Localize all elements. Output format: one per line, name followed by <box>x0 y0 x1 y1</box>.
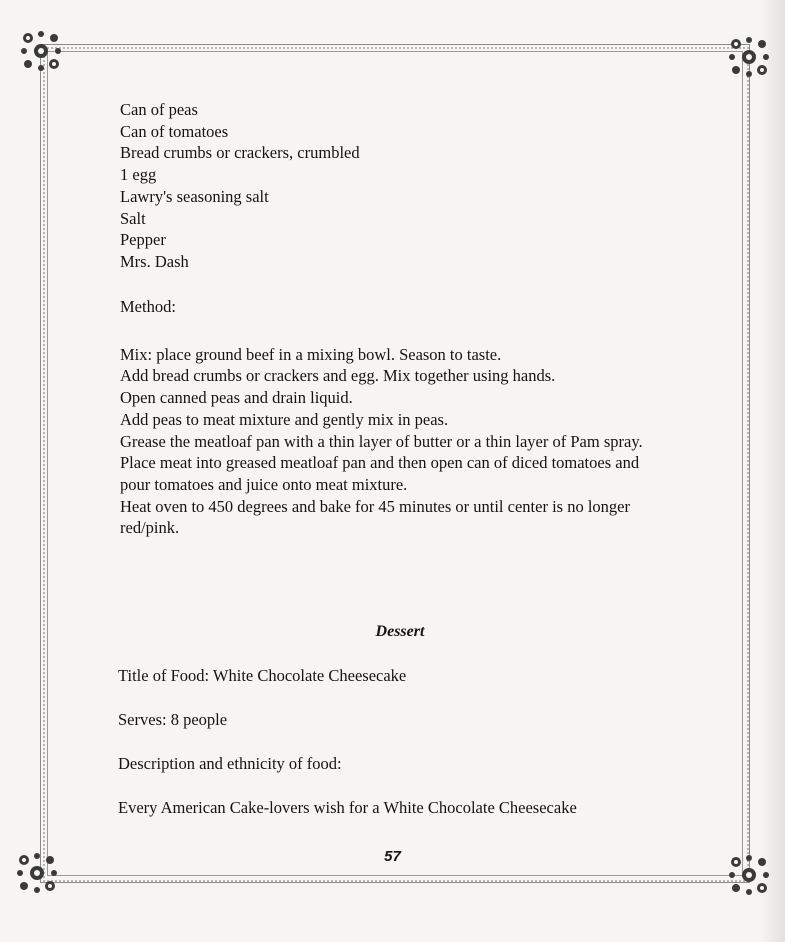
ingredient-line: Salt <box>120 208 146 228</box>
method-label: Method: <box>120 297 176 317</box>
ingredient-line: Pepper <box>120 230 166 250</box>
method-line: Mix: place ground beef in a mixing bowl. Season to taste. <box>120 344 502 364</box>
method-line: red/pink. <box>120 518 180 538</box>
method-line: Add peas to meat mixture and gently mix in peas. <box>120 409 449 429</box>
ingredient-line: Can of tomatoes <box>120 121 229 141</box>
description-label: Description and ethnicity of food: <box>118 754 342 773</box>
method-line: Grease the meatloaf pan with a thin layer of butter or a thin layer of Pam spray. <box>120 431 643 451</box>
page-number: 57 <box>384 848 401 865</box>
ingredient-line: 1 egg <box>120 165 157 185</box>
method-line: Open canned peas and drain liquid. <box>120 388 353 408</box>
ingredient-line: Mrs. Dash <box>120 251 189 271</box>
corner-ornament-icon <box>14 24 68 78</box>
serves-line: Serves: 8 people <box>118 710 228 729</box>
method-steps <box>120 344 720 539</box>
ingredient-list <box>120 99 720 273</box>
ingredient-line: Bread crumbs or crackers, crumbled <box>120 143 360 163</box>
description-text: Every American Cake-lovers wish for a White Chocolate Cheesecake <box>118 798 577 817</box>
food-title-line: Title of Food: White Chocolate Cheesecake <box>118 666 407 685</box>
method-line: Add bread crumbs or crackers and egg. Mix together using hands. <box>120 366 556 386</box>
method-line: pour tomatoes and juice onto meat mixture. <box>120 474 408 494</box>
method-line: Heat oven to 450 degrees and bake for 45 minutes or until center is no longer <box>120 496 630 516</box>
ingredient-line: Lawry's seasoning salt <box>120 186 269 206</box>
method-line: Place meat into greased meatloaf pan and then open can of diced tomatoes and <box>120 453 640 473</box>
dessert-block <box>118 665 738 819</box>
ingredient-line: Can of peas <box>120 100 198 119</box>
recipe-body <box>120 99 720 539</box>
page-edge-shadow <box>759 0 785 942</box>
section-heading-dessert: Dessert <box>375 623 425 640</box>
